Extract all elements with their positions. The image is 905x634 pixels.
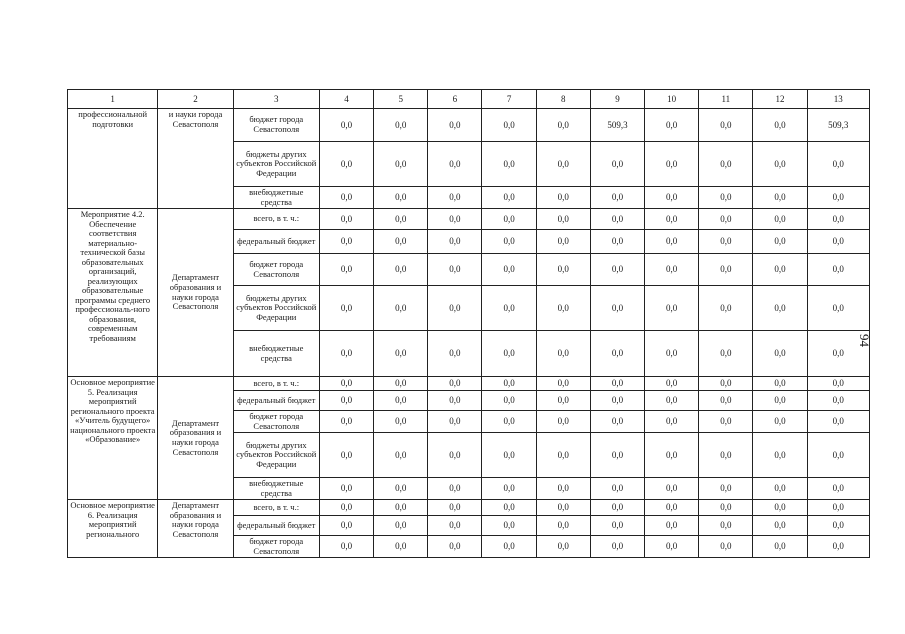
value-cell: 0,0 (374, 209, 428, 230)
page-number: 94 (857, 334, 872, 347)
funding-source-cell: внебюджетные средства (233, 187, 319, 209)
value-cell: 0,0 (807, 433, 869, 478)
table-row (68, 500, 870, 516)
value-cell: 0,0 (807, 254, 869, 286)
value-cell: 0,0 (428, 254, 482, 286)
value-cell: 0,0 (319, 433, 373, 478)
value-cell: 0,0 (699, 516, 753, 536)
value-cell: 0,0 (699, 411, 753, 433)
header-row (68, 90, 870, 109)
value-cell: 0,0 (374, 142, 428, 187)
value-cell: 0,0 (699, 187, 753, 209)
value-cell: 0,0 (428, 230, 482, 254)
value-cell: 0,0 (482, 478, 536, 500)
value-cell: 0,0 (536, 254, 590, 286)
value-cell: 0,0 (590, 230, 644, 254)
funding-source-cell: федеральный бюджет (233, 391, 319, 411)
value-cell: 0,0 (319, 187, 373, 209)
header-cell: 6 (428, 90, 482, 109)
funding-source-cell: всего, в т. ч.: (233, 500, 319, 516)
header-cell: 5 (374, 90, 428, 109)
value-cell: 0,0 (482, 142, 536, 187)
value-cell: 0,0 (536, 187, 590, 209)
value-cell: 0,0 (699, 230, 753, 254)
value-cell: 0,0 (428, 377, 482, 391)
measure-cell: профессиональной подготовки (68, 109, 158, 209)
value-cell: 0,0 (428, 391, 482, 411)
value-cell: 0,0 (807, 286, 869, 331)
value-cell: 0,0 (753, 516, 807, 536)
value-cell: 0,0 (807, 391, 869, 411)
value-cell: 0,0 (536, 500, 590, 516)
value-cell: 0,0 (753, 187, 807, 209)
value-cell: 0,0 (753, 254, 807, 286)
value-cell: 0,0 (482, 433, 536, 478)
value-cell: 0,0 (428, 331, 482, 377)
value-cell: 0,0 (645, 478, 699, 500)
funding-source-cell: федеральный бюджет (233, 230, 319, 254)
value-cell: 0,0 (482, 411, 536, 433)
funding-source-cell: бюджет города Севастополя (233, 536, 319, 558)
value-cell: 0,0 (536, 286, 590, 331)
value-cell: 0,0 (590, 536, 644, 558)
value-cell: 0,0 (590, 391, 644, 411)
value-cell: 0,0 (536, 331, 590, 377)
value-cell: 0,0 (428, 286, 482, 331)
value-cell: 0,0 (807, 331, 869, 377)
value-cell: 0,0 (753, 286, 807, 331)
department-cell: и науки города Севастополя (158, 109, 233, 209)
value-cell: 0,0 (753, 331, 807, 377)
value-cell: 0,0 (645, 500, 699, 516)
value-cell: 0,0 (482, 187, 536, 209)
value-cell: 0,0 (319, 500, 373, 516)
value-cell: 0,0 (536, 230, 590, 254)
value-cell: 0,0 (374, 411, 428, 433)
value-cell: 0,0 (319, 411, 373, 433)
header-cell: 8 (536, 90, 590, 109)
value-cell: 0,0 (807, 230, 869, 254)
value-cell: 0,0 (374, 230, 428, 254)
value-cell: 0,0 (753, 391, 807, 411)
value-cell: 0,0 (753, 109, 807, 142)
value-cell: 0,0 (590, 187, 644, 209)
value-cell: 0,0 (482, 109, 536, 142)
value-cell: 0,0 (482, 254, 536, 286)
value-cell: 0,0 (428, 187, 482, 209)
funding-source-cell: бюджеты других субъектов Российской Федерации (233, 286, 319, 331)
value-cell: 0,0 (645, 109, 699, 142)
value-cell: 0,0 (536, 109, 590, 142)
value-cell: 0,0 (482, 500, 536, 516)
value-cell: 0,0 (699, 478, 753, 500)
measure-cell: Мероприятие 4.2. Обеспечение соответствия материально-технической базы образовательных организаций, реализующих образовательные программы среднего профессиональ-ного образования, современным требованиям (68, 209, 158, 377)
funding-source-cell: внебюджетные средства (233, 331, 319, 377)
value-cell: 0,0 (645, 187, 699, 209)
value-cell: 0,0 (590, 516, 644, 536)
value-cell: 0,0 (319, 142, 373, 187)
value-cell: 0,0 (590, 209, 644, 230)
value-cell: 0,0 (536, 536, 590, 558)
value-cell: 0,0 (536, 142, 590, 187)
table-row (68, 109, 870, 142)
table-row (68, 209, 870, 230)
value-cell: 0,0 (645, 286, 699, 331)
header-cell: 12 (753, 90, 807, 109)
value-cell: 0,0 (482, 209, 536, 230)
value-cell: 0,0 (753, 500, 807, 516)
value-cell: 0,0 (645, 254, 699, 286)
value-cell: 0,0 (753, 230, 807, 254)
value-cell: 0,0 (536, 411, 590, 433)
department-cell: Департамент образования и науки города Севастополя (158, 209, 233, 377)
value-cell: 0,0 (807, 516, 869, 536)
value-cell: 0,0 (374, 377, 428, 391)
value-cell: 0,0 (536, 209, 590, 230)
value-cell: 0,0 (319, 536, 373, 558)
value-cell: 0,0 (374, 187, 428, 209)
value-cell: 0,0 (319, 377, 373, 391)
value-cell: 0,0 (807, 377, 869, 391)
budget-table (67, 89, 870, 558)
funding-source-cell: бюджет города Севастополя (233, 411, 319, 433)
value-cell: 0,0 (319, 331, 373, 377)
value-cell: 0,0 (699, 536, 753, 558)
value-cell: 0,0 (428, 411, 482, 433)
value-cell: 0,0 (374, 286, 428, 331)
value-cell: 0,0 (482, 286, 536, 331)
value-cell: 0,0 (807, 478, 869, 500)
value-cell: 0,0 (699, 142, 753, 187)
value-cell: 0,0 (699, 331, 753, 377)
value-cell: 0,0 (319, 286, 373, 331)
value-cell: 0,0 (374, 391, 428, 411)
value-cell: 0,0 (699, 286, 753, 331)
funding-source-cell: бюджет города Севастополя (233, 254, 319, 286)
value-cell: 0,0 (536, 478, 590, 500)
funding-source-cell: внебюджетные средства (233, 478, 319, 500)
value-cell: 0,0 (753, 536, 807, 558)
value-cell: 0,0 (645, 209, 699, 230)
header-cell: 9 (590, 90, 644, 109)
value-cell: 0,0 (699, 254, 753, 286)
value-cell: 0,0 (807, 411, 869, 433)
value-cell: 0,0 (428, 500, 482, 516)
value-cell: 0,0 (645, 142, 699, 187)
value-cell: 0,0 (536, 377, 590, 391)
department-cell: Департамент образования и науки города Севастополя (158, 377, 233, 500)
table-row (68, 377, 870, 391)
value-cell: 0,0 (699, 209, 753, 230)
value-cell: 0,0 (428, 433, 482, 478)
value-cell: 0,0 (319, 230, 373, 254)
value-cell: 0,0 (590, 500, 644, 516)
value-cell: 0,0 (590, 286, 644, 331)
value-cell: 0,0 (699, 377, 753, 391)
value-cell: 0,0 (590, 411, 644, 433)
header-cell: 7 (482, 90, 536, 109)
funding-source-cell: бюджет города Севастополя (233, 109, 319, 142)
value-cell: 0,0 (753, 433, 807, 478)
value-cell: 0,0 (645, 411, 699, 433)
value-cell: 0,0 (374, 516, 428, 536)
value-cell: 0,0 (536, 516, 590, 536)
value-cell: 0,0 (536, 433, 590, 478)
header-cell: 10 (645, 90, 699, 109)
value-cell: 0,0 (374, 331, 428, 377)
value-cell: 0,0 (645, 377, 699, 391)
value-cell: 0,0 (482, 516, 536, 536)
funding-source-cell: бюджеты других субъектов Российской Федерации (233, 433, 319, 478)
header-cell: 1 (68, 90, 158, 109)
value-cell: 509,3 (807, 109, 869, 142)
value-cell: 0,0 (807, 536, 869, 558)
value-cell: 0,0 (319, 516, 373, 536)
value-cell: 0,0 (319, 109, 373, 142)
value-cell: 0,0 (590, 478, 644, 500)
value-cell: 0,0 (807, 500, 869, 516)
value-cell: 0,0 (645, 331, 699, 377)
table-body (68, 109, 870, 558)
value-cell: 0,0 (590, 331, 644, 377)
value-cell: 0,0 (590, 433, 644, 478)
value-cell: 0,0 (699, 433, 753, 478)
funding-source-cell: федеральный бюджет (233, 516, 319, 536)
department-cell: Департамент образования и науки города Севастополя (158, 500, 233, 558)
value-cell: 0,0 (374, 478, 428, 500)
value-cell: 0,0 (428, 209, 482, 230)
value-cell: 0,0 (590, 377, 644, 391)
header-cell: 3 (233, 90, 319, 109)
value-cell: 0,0 (482, 230, 536, 254)
value-cell: 0,0 (753, 142, 807, 187)
header-cell: 11 (699, 90, 753, 109)
value-cell: 0,0 (699, 109, 753, 142)
value-cell: 0,0 (590, 142, 644, 187)
header-cell: 13 (807, 90, 869, 109)
value-cell: 509,3 (590, 109, 644, 142)
value-cell: 0,0 (807, 187, 869, 209)
value-cell: 0,0 (428, 142, 482, 187)
value-cell: 0,0 (807, 209, 869, 230)
header-cell: 4 (319, 90, 373, 109)
value-cell: 0,0 (699, 500, 753, 516)
value-cell: 0,0 (807, 142, 869, 187)
value-cell: 0,0 (374, 536, 428, 558)
value-cell: 0,0 (699, 391, 753, 411)
funding-source-cell: всего, в т. ч.: (233, 209, 319, 230)
value-cell: 0,0 (428, 516, 482, 536)
value-cell: 0,0 (645, 230, 699, 254)
value-cell: 0,0 (374, 500, 428, 516)
measure-cell: Основное мероприятие 6. Реализация мероприятий регионального (68, 500, 158, 558)
funding-source-cell: всего, в т. ч.: (233, 377, 319, 391)
value-cell: 0,0 (482, 391, 536, 411)
value-cell: 0,0 (428, 478, 482, 500)
value-cell: 0,0 (753, 377, 807, 391)
value-cell: 0,0 (645, 391, 699, 411)
measure-cell: Основное мероприятие 5. Реализация мероприятий регионального проекта «Учитель будущего» национального проекта «Образование» (68, 377, 158, 500)
value-cell: 0,0 (319, 478, 373, 500)
value-cell: 0,0 (645, 516, 699, 536)
value-cell: 0,0 (482, 536, 536, 558)
value-cell: 0,0 (428, 109, 482, 142)
value-cell: 0,0 (374, 109, 428, 142)
value-cell: 0,0 (374, 254, 428, 286)
value-cell: 0,0 (374, 433, 428, 478)
value-cell: 0,0 (536, 391, 590, 411)
value-cell: 0,0 (319, 209, 373, 230)
header-cell: 2 (158, 90, 233, 109)
value-cell: 0,0 (645, 536, 699, 558)
value-cell: 0,0 (753, 478, 807, 500)
value-cell: 0,0 (753, 209, 807, 230)
value-cell: 0,0 (319, 254, 373, 286)
value-cell: 0,0 (319, 391, 373, 411)
value-cell: 0,0 (590, 254, 644, 286)
value-cell: 0,0 (482, 377, 536, 391)
funding-source-cell: бюджеты других субъектов Российской Федерации (233, 142, 319, 187)
value-cell: 0,0 (428, 536, 482, 558)
value-cell: 0,0 (482, 331, 536, 377)
value-cell: 0,0 (753, 411, 807, 433)
value-cell: 0,0 (645, 433, 699, 478)
